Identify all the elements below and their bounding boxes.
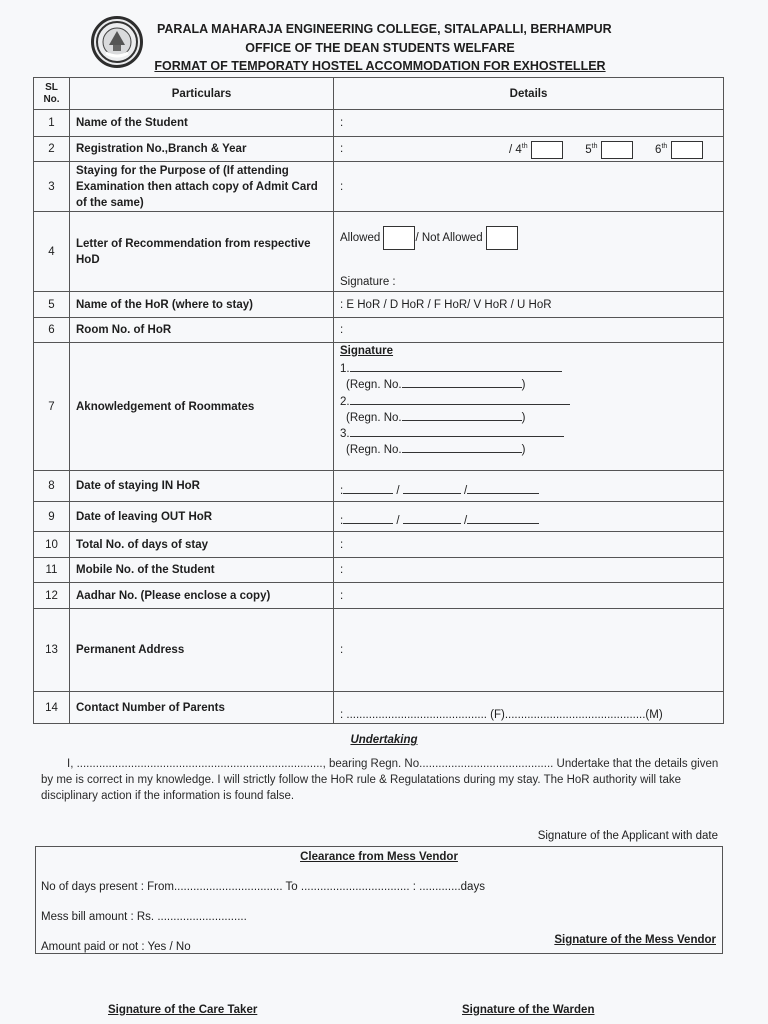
year-6-checkbox[interactable] (671, 141, 703, 159)
row-sl: 3 (34, 162, 70, 212)
table-row (34, 609, 724, 692)
mess-clearance-box (35, 846, 723, 954)
table-row (34, 558, 724, 583)
year-6-sup: th (661, 143, 668, 151)
row-particular: Registration No.,Branch & Year (70, 137, 334, 162)
leave-out-colon: : (340, 515, 344, 527)
table-header-row (34, 78, 724, 110)
regn-close: ) (521, 444, 526, 456)
regn-open: (Regn. No. (346, 444, 402, 456)
row-particular: Aadhar No. (Please enclose a copy) (70, 583, 334, 609)
mess-bill-field[interactable]: Mess bill amount : Rs. ............................ (41, 911, 247, 923)
application-table (33, 77, 724, 724)
warden-signature-label: Signature of the Warden (462, 1004, 595, 1016)
row-particular: Aknowledgement of Roommates (70, 343, 334, 471)
stay-in-colon: : (340, 485, 344, 497)
roommates-signature-heading: Signature (340, 345, 394, 357)
table-row (34, 343, 724, 471)
table-row (34, 532, 724, 558)
year-4-label: / 4 (509, 144, 522, 157)
table-row (34, 583, 724, 609)
roommate-1-regn[interactable] (346, 377, 525, 391)
table-row (34, 212, 724, 292)
row-sl: 13 (34, 609, 70, 692)
leave-out-date-field[interactable]: : / / (334, 502, 724, 532)
col-particulars-header: Particulars (70, 78, 334, 110)
table-row (34, 502, 724, 532)
roommate-1-num: 1. (340, 363, 350, 375)
row-sl: 4 (34, 212, 70, 292)
allowed-label: Allowed (340, 232, 381, 245)
row-particular: Letter of Recommendation from respective HoD (70, 212, 334, 292)
caretaker-signature-label: Signature of the Care Taker (108, 1004, 258, 1016)
row-particular: Date of staying IN HoR (70, 471, 334, 502)
room-no-field[interactable]: : (334, 318, 724, 343)
mobile-field[interactable]: : (334, 558, 724, 583)
aadhar-field[interactable]: : (334, 583, 724, 609)
amount-paid-field[interactable]: Amount paid or not : Yes / No (41, 941, 191, 953)
table-row (34, 110, 724, 137)
row-sl: 14 (34, 692, 70, 724)
row-particular: Date of leaving OUT HoR (70, 502, 334, 532)
table-row (34, 292, 724, 318)
recommendation-field (334, 212, 724, 292)
undertaking-text (41, 756, 721, 804)
not-allowed-checkbox[interactable] (486, 226, 518, 250)
roommate-2-num: 2. (340, 396, 350, 408)
table-row (34, 318, 724, 343)
table-row (34, 162, 724, 212)
not-allowed-label: / Not Allowed (415, 232, 483, 245)
allowed-checkbox[interactable] (383, 226, 415, 250)
row-sl: 8 (34, 471, 70, 502)
row-particular: Mobile No. of the Student (70, 558, 334, 583)
regn-open: (Regn. No. (346, 412, 402, 424)
year-5-label: 5 (585, 144, 592, 157)
clearance-title: Clearance from Mess Vendor (300, 851, 458, 863)
year-4-checkbox[interactable] (531, 141, 563, 159)
year-selector (509, 141, 703, 159)
form-title: FORMAT OF TEMPORATY HOSTEL ACCOMMODATION FOR EXHOSTELLER (154, 59, 606, 73)
stay-in-date-field[interactable]: : / / (334, 471, 724, 502)
roommate-3-regn[interactable] (346, 442, 525, 456)
total-days-field[interactable]: : (334, 532, 724, 558)
parents-contact-field[interactable]: : ............................................ (F)............................................(M) (334, 692, 724, 724)
registration-field[interactable] (334, 137, 724, 162)
roommate-1[interactable] (340, 361, 562, 375)
row-sl: 2 (34, 137, 70, 162)
applicant-signature-label: Signature of the Applicant with date (537, 830, 718, 842)
row-particular: Total No. of days of stay (70, 532, 334, 558)
purpose-field[interactable]: : (334, 162, 724, 212)
row-sl: 5 (34, 292, 70, 318)
year-5-sup: th (591, 143, 598, 151)
row-particular: Permanent Address (70, 609, 334, 692)
table-row (34, 137, 724, 162)
col-details-header: Details (334, 78, 724, 110)
row-sl: 7 (34, 343, 70, 471)
row-sl: 11 (34, 558, 70, 583)
undertaking-body: I, ............................................................................., bearing Regn. No.......................................... Undertake that the details given by me is correct in my knowledge. I will strictly follow the HoR rule & Regulatations during my stay. The HoR authority will take disciplinary action if the information is found false. (41, 758, 719, 802)
college-seal-logo (91, 16, 143, 68)
row-sl: 12 (34, 583, 70, 609)
row-particular: Room No. of HoR (70, 318, 334, 343)
regn-close: ) (521, 379, 526, 391)
college-name: PARALA MAHARAJA ENGINEERING COLLEGE, SITALAPALLI, BERHAMPUR (157, 22, 612, 36)
address-field[interactable]: : (334, 609, 724, 692)
hod-signature-label: Signature : (340, 276, 396, 288)
year-4-sup: th (521, 143, 528, 151)
row-sl: 1 (34, 110, 70, 137)
table-row (34, 692, 724, 724)
table-row (34, 471, 724, 502)
row-sl: 10 (34, 532, 70, 558)
regn-open: (Regn. No. (346, 379, 402, 391)
roommate-2-regn[interactable] (346, 410, 525, 424)
roommate-3[interactable] (340, 426, 564, 440)
mess-vendor-signature-label: Signature of the Mess Vendor (554, 934, 716, 946)
year-6-label: 6 (655, 144, 662, 157)
row-particular: Name of the HoR (where to stay) (70, 292, 334, 318)
row-sl: 6 (34, 318, 70, 343)
undertaking-title: Undertaking (350, 734, 418, 746)
col-sl-header: SL No. (34, 78, 70, 110)
row-sl: 9 (34, 502, 70, 532)
hor-name-field[interactable]: : E HoR / D HoR / F HoR/ V HoR / U HoR (334, 292, 724, 318)
days-present-field[interactable]: No of days present : From.................................. To .................................. : .............days (41, 881, 485, 893)
year-5-checkbox[interactable] (601, 141, 633, 159)
row-particular: Contact Number of Parents (70, 692, 334, 724)
registration-colon: : (340, 143, 344, 155)
roommate-2[interactable] (340, 394, 570, 408)
roommate-3-num: 3. (340, 428, 350, 440)
student-name-field[interactable]: : (334, 110, 724, 137)
regn-close: ) (521, 412, 526, 424)
roommates-field (334, 343, 724, 471)
row-particular: Name of the Student (70, 110, 334, 137)
row-particular: Staying for the Purpose of (If attending Examination then attach copy of Admit Card of the same) (70, 162, 334, 212)
office-name: OFFICE OF THE DEAN STUDENTS WELFARE (245, 41, 515, 55)
allowed-options (340, 226, 518, 250)
